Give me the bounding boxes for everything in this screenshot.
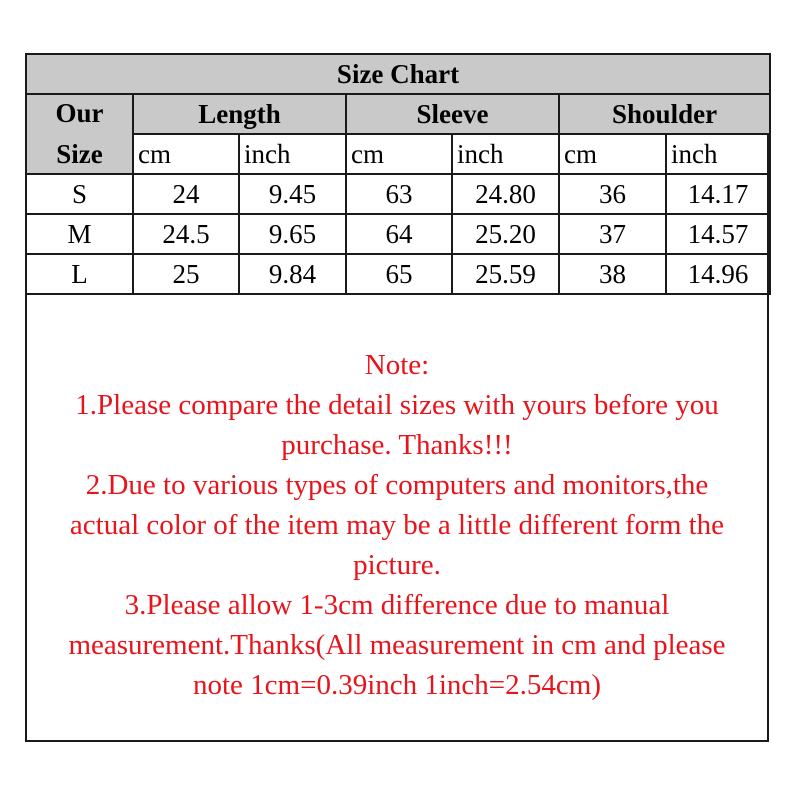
sleeve-inch-cell: 25.20 [452,214,559,254]
size-cell: S [26,174,133,214]
chart-title: Size Chart [26,54,770,94]
sleeve-header: Sleeve [346,94,559,134]
note-line: measurement.Thanks(All measurement in cm and please [68,629,726,661]
note-line: note 1cm=0.39inch 1inch=2.54cm) [192,669,601,701]
length-inch-cell: 9.65 [239,214,346,254]
length-inch-cell: 9.84 [239,254,346,294]
length-header: Length [133,94,346,134]
note-line: purchase. Thanks!!! [281,429,513,461]
shoulder-cm-cell: 38 [559,254,666,294]
shoulder-cm-unit: cm [559,134,666,174]
note-line: 1.Please compare the detail sizes with yours before you [75,389,719,421]
shoulder-inch-unit: inch [666,134,770,174]
size-chart-table [25,53,771,295]
note-line: 2.Due to various types of computers and monitors,the [85,469,709,501]
table-row [26,214,770,254]
length-inch-cell: 9.45 [239,174,346,214]
table-row [26,174,770,214]
length-inch-unit: inch [239,134,346,174]
size-cell: M [26,214,133,254]
size-column-header [26,94,133,174]
length-cm-cell: 24 [133,174,239,214]
shoulder-cm-cell: 36 [559,174,666,214]
length-cm-cell: 24.5 [133,214,239,254]
size-header-line2: Size [56,139,103,169]
sleeve-cm-cell: 65 [346,254,452,294]
shoulder-inch-cell: 14.96 [666,254,770,294]
sleeve-cm-unit: cm [346,134,452,174]
size-header-line1: Our [55,98,104,128]
size-chart-frame [25,53,769,742]
length-cm-unit: cm [133,134,239,174]
shoulder-inch-cell: 14.17 [666,174,770,214]
shoulder-header: Shoulder [559,94,770,134]
sleeve-inch-cell: 25.59 [452,254,559,294]
note-heading: Note: [364,349,430,381]
note-line: actual color of the item may be a little different form the [69,509,725,541]
shoulder-cm-cell: 37 [559,214,666,254]
note-line: 3.Please allow 1-3cm difference due to manual [124,589,670,621]
sleeve-inch-unit: inch [452,134,559,174]
table-row [26,254,770,294]
sleeve-cm-cell: 64 [346,214,452,254]
length-cm-cell: 25 [133,254,239,294]
note-block [27,345,767,705]
size-cell: L [26,254,133,294]
shoulder-inch-cell: 14.57 [666,214,770,254]
sleeve-cm-cell: 63 [346,174,452,214]
sleeve-inch-cell: 24.80 [452,174,559,214]
note-line: picture. [353,549,441,581]
